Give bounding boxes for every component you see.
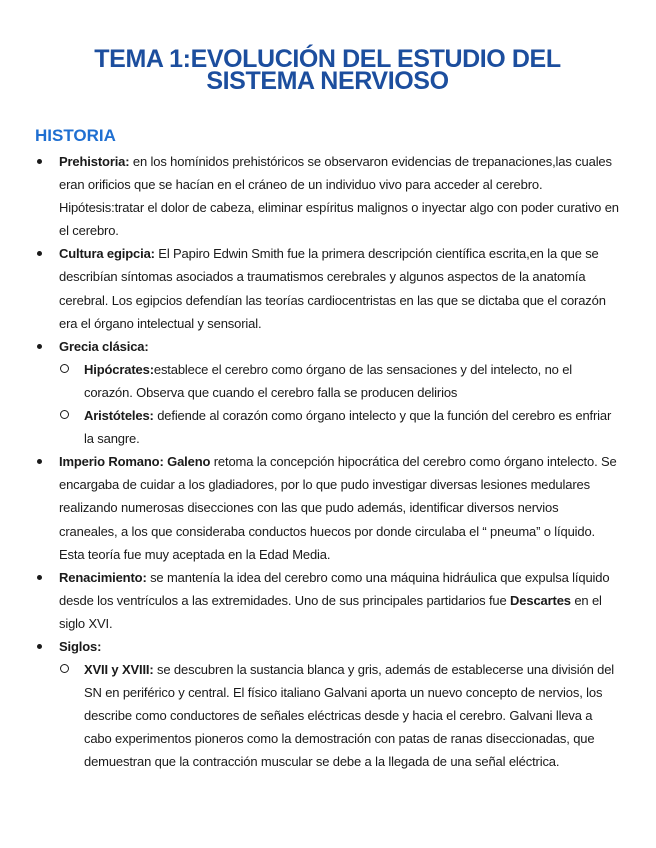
list-item-grecia-clasica: Grecia clásica: Hipócrates:establece el cerebro como órgano de las sensaciones y del intelecto, no el corazón. Observa que cuando el cerebro falla se producen delirios Aristóteles: defiende al corazón como órgano intelecto y que la función del cerebro es enfriar la sangre. <box>35 335 620 450</box>
title-line-2: SISTEMA NERVIOSO <box>206 67 449 95</box>
title-line-1: TEMA 1:EVOLUCIÓN DEL ESTUDIO DEL <box>94 45 561 73</box>
sublist-item-aristoteles: Aristóteles: defiende al corazón como órgano intelecto y que la función del cerebro es enfriar la sangre. <box>59 404 620 450</box>
list-item-prehistoria: Prehistoria: en los homínidos prehistóricos se observaron evidencias de trepanaciones,las cuales eran orificios que se hacían en el cráneo de un individuo vivo para acceder al cerebro. Hipótesis:tratar el dolor de cabeza, eliminar espíritus malignos o inyectar algo con poder curativo en el cerebro. <box>35 150 620 242</box>
list-item-renacimiento: Renacimiento: se mantenía la idea del cerebro como una máquina hidráulica que expulsa líquido desde los ventrículos a las extremidades. Uno de sus principales partidarios fue Descartes en el siglo XVI. <box>35 566 620 635</box>
section-heading: HISTORIA <box>35 126 116 145</box>
list-item-cultura-egipcia: Cultura egipcia: El Papiro Edwin Smith fue la primera descripción científica escrita,en la que se describían síntomas asociados a traumatismos cerebrales y algunos aspectos de la anatomía cerebral. Los egipcios defendían las teorías cardiocentristas en las que se dictaba que el corazón era el órgano intelectual y sensorial. <box>35 242 620 334</box>
list-item-imperio-romano: Imperio Romano: Galeno retoma la concepción hipocrática del cerebro como órgano intelecto. Se encargaba de cuidar a los gladiadores, por lo que pudo investigar diversas lesiones medulares realizando numerosas disecciones con las que pudo además, identificar diversos nervios craneales, a los que consideraba conductos huecos por donde circulaba el “ pneuma” o líquido. Esta teoría fue muy aceptada en la Edad Media. <box>35 450 620 565</box>
document-title <box>35 45 620 95</box>
history-list <box>35 150 620 774</box>
sublist-item-hipocrates: Hipócrates:establece el cerebro como órgano de las sensaciones y del intelecto, no el corazón. Observa que cuando el cerebro falla se producen delirios <box>59 358 620 404</box>
sublist-item-xvii-xviii: XVII y XVIII: se descubren la sustancia blanca y gris, además de establecerse una división del SN en periférico y central. El físico italiano Galvani aporta un nuevo concepto de nervios, los describe como conductores de señales eléctricas desde y hacia el cerebro. Galvani lleva a cabo experimentos pioneros como la demostración con patas de ranas diseccionadas, que demuestran que la contracción muscular se debe a la llegada de una señal eléctrica. <box>59 658 620 773</box>
sublist-siglos <box>59 658 620 773</box>
sublist-grecia <box>59 358 620 450</box>
list-item-siglos: Siglos: XVII y XVIII: se descubren la sustancia blanca y gris, además de establecerse una división del SN en periférico y central. El físico italiano Galvani aporta un nuevo concepto de nervios, los describe como conductores de señales eléctricas desde y hacia el cerebro. Galvani lleva a cabo experimentos pioneros como la demostración con patas de ranas diseccionadas, que demuestran que la contracción muscular se debe a la llegada de una señal eléctrica. <box>35 635 620 774</box>
